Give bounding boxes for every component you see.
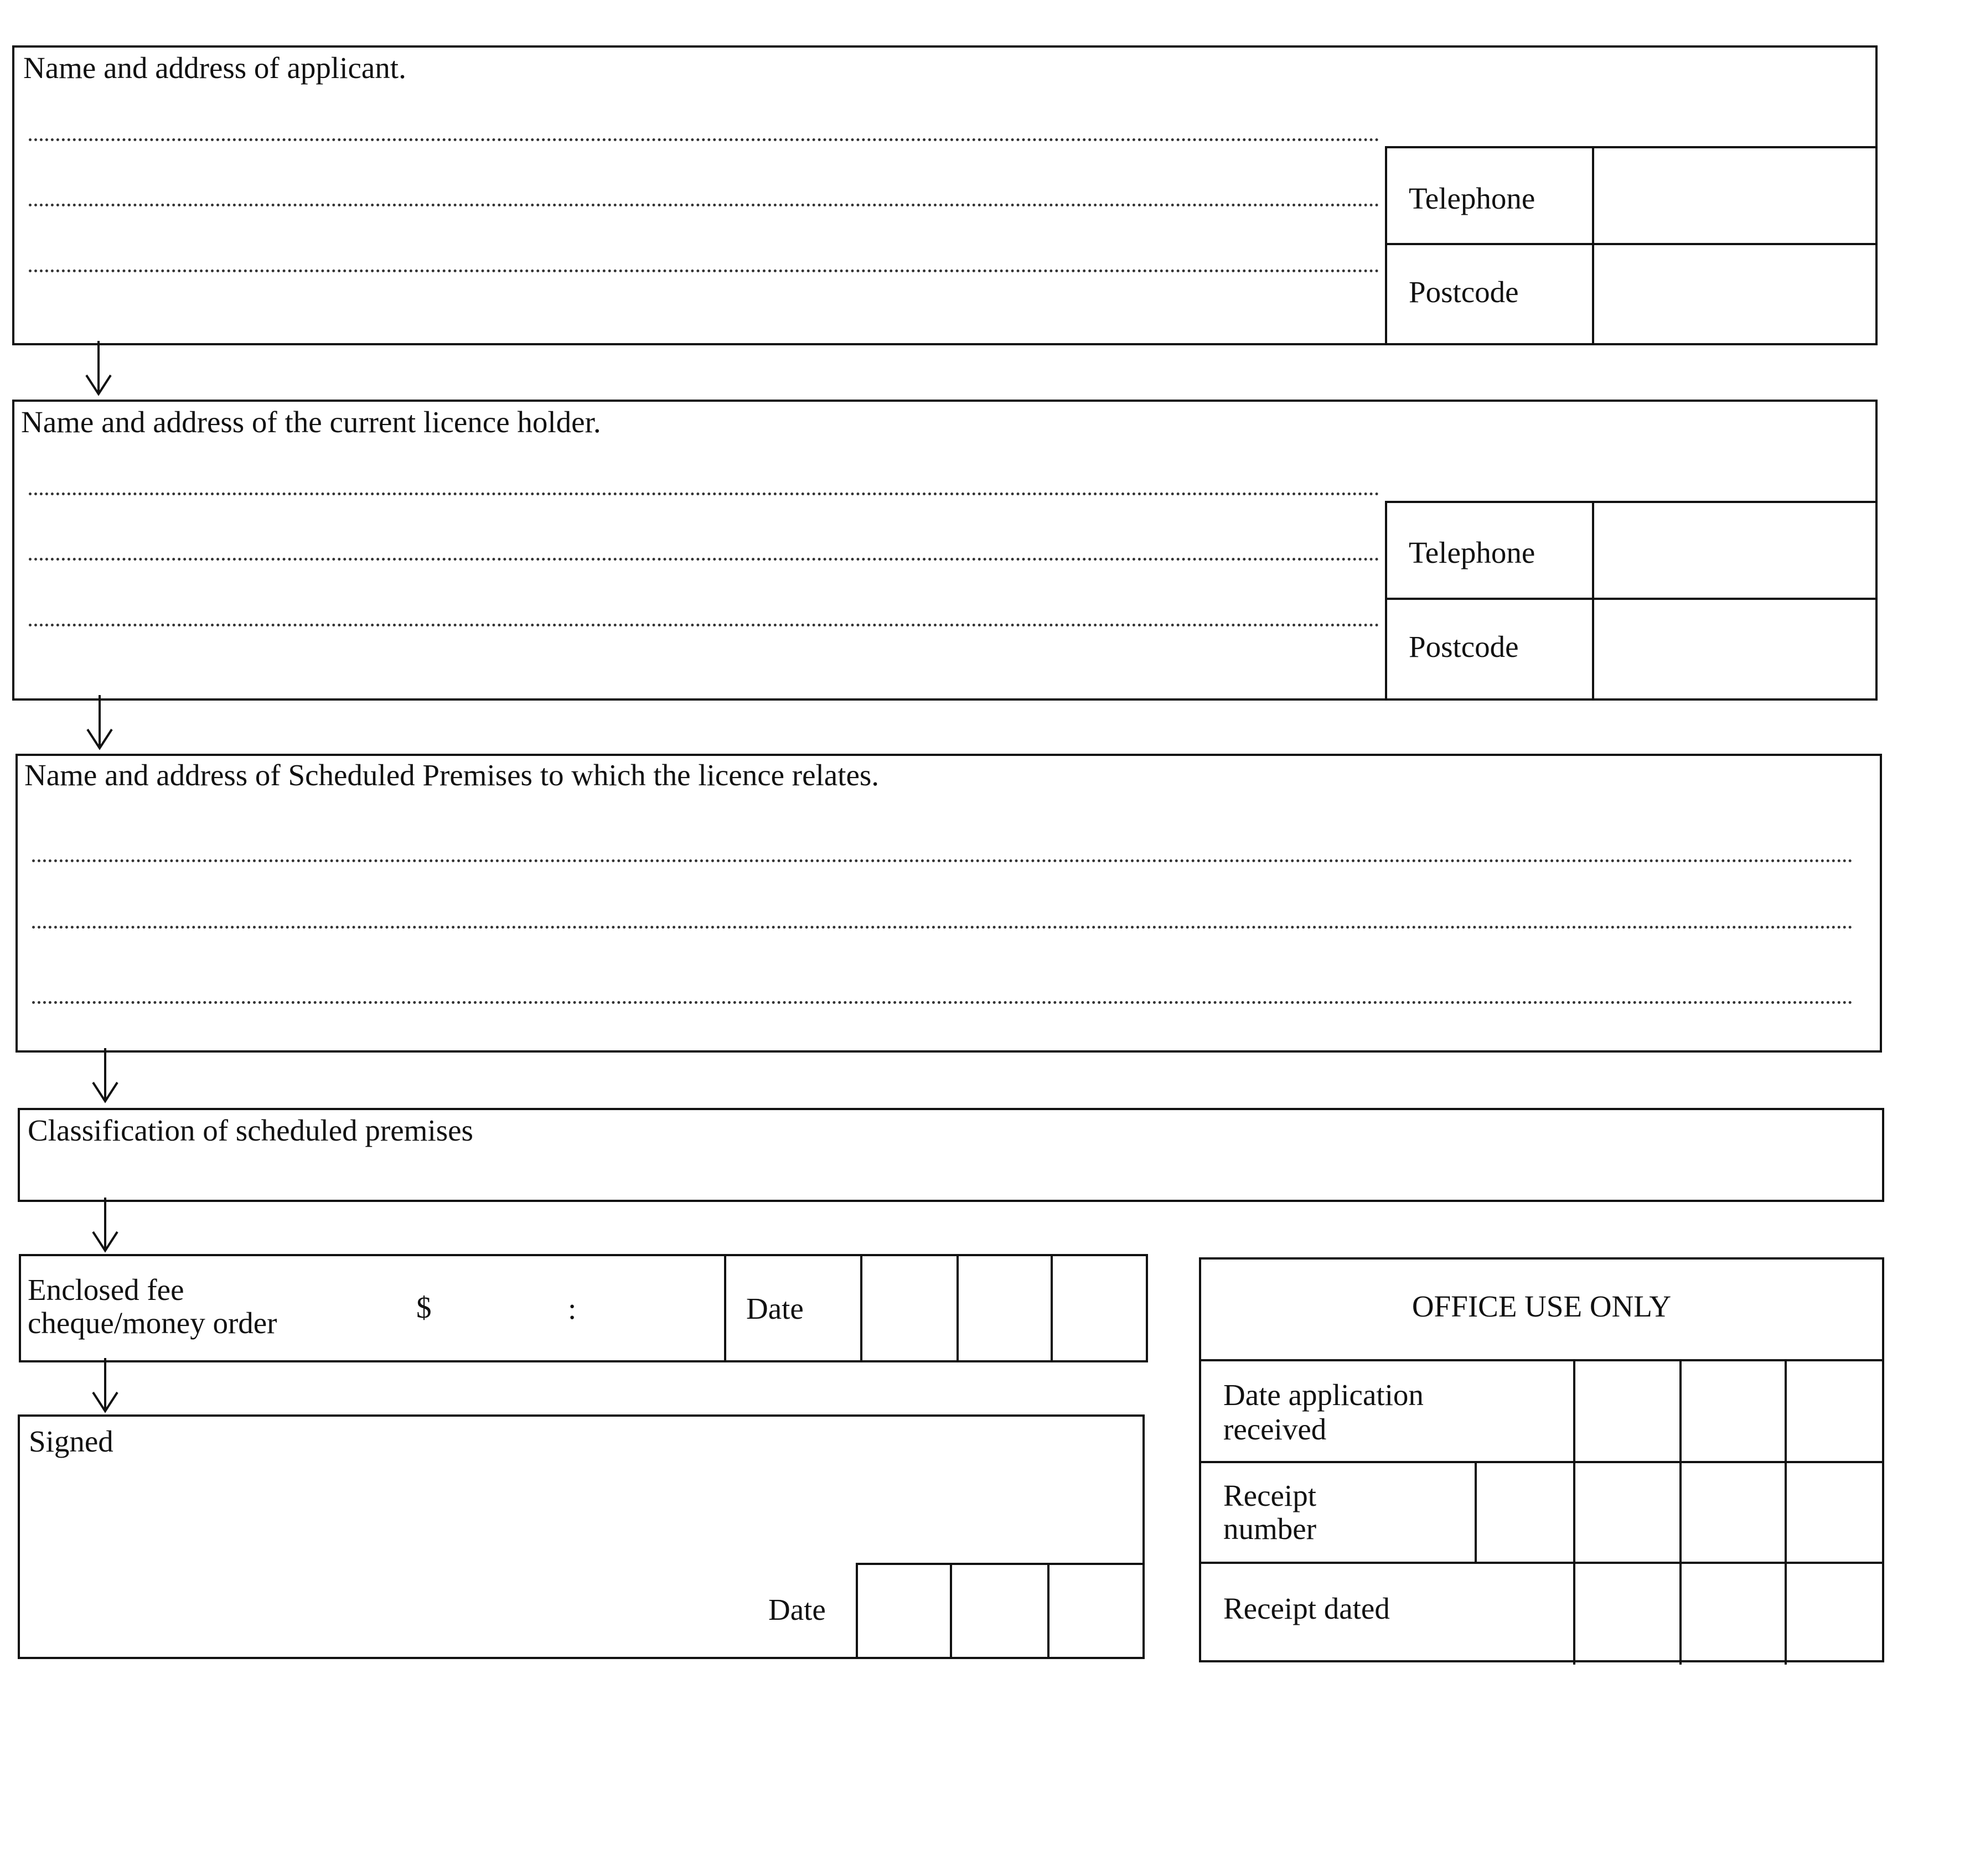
holder-contact-col <box>1592 501 1594 699</box>
flow-arrow-down-icon <box>83 695 116 750</box>
premises-address-line-2[interactable] <box>32 926 1853 929</box>
premises-address-line-3[interactable] <box>32 1001 1853 1004</box>
signed-label: Signed <box>29 1424 113 1458</box>
signature-field[interactable] <box>29 1466 1125 1561</box>
fee-label-line2: cheque/money order <box>28 1306 277 1340</box>
holder-telephone-field[interactable] <box>1602 536 1868 570</box>
classification-title: Classification of scheduled premises <box>28 1113 473 1147</box>
holder-postcode-field[interactable] <box>1602 630 1868 664</box>
signed-date-day-cell[interactable] <box>856 1564 951 1658</box>
applicant-address-line-1[interactable] <box>29 138 1379 141</box>
signed-date-year-cell[interactable] <box>1047 1564 1144 1658</box>
applicant-telephone-label: Telephone <box>1409 182 1535 215</box>
office-date-received-month-cell[interactable] <box>1679 1360 1786 1665</box>
flow-arrow-down-icon <box>89 1048 122 1103</box>
premises-title: Name and address of Scheduled Premises to which the licence relates. <box>24 758 880 792</box>
applicant-address-line-2[interactable] <box>29 204 1379 206</box>
holder-postcode-label: Postcode <box>1409 630 1519 664</box>
office-use-header: OFFICE USE ONLY <box>1412 1289 1672 1323</box>
office-receipt-dated-label: Receipt dated <box>1223 1592 1390 1625</box>
premises-address-line-1[interactable] <box>32 859 1853 862</box>
holder-contact-mid <box>1385 598 1876 600</box>
signed-date-month-cell[interactable] <box>950 1564 1048 1658</box>
applicant-postcode-field[interactable] <box>1602 275 1868 309</box>
applicant-section <box>12 45 1878 345</box>
office-receipt-number-label-1: Receipt <box>1223 1479 1316 1512</box>
office-receipt-number-label-2: number <box>1223 1512 1317 1546</box>
fee-currency-symbol: $ <box>416 1291 432 1324</box>
holder-telephone-label: Telephone <box>1409 536 1535 569</box>
office-date-received-day-cell[interactable] <box>1573 1360 1681 1665</box>
fee-amount-field[interactable] <box>437 1273 714 1345</box>
holder-address-line-1[interactable] <box>29 493 1379 495</box>
fee-date-year-cell[interactable] <box>1051 1254 1146 1361</box>
applicant-contact-mid <box>1385 243 1876 245</box>
fee-amount-separator: : <box>568 1292 577 1325</box>
applicant-address-line-3[interactable] <box>29 270 1379 272</box>
fee-label-line1: Enclosed fee <box>28 1273 184 1307</box>
holder-contact-top <box>1385 501 1876 503</box>
applicant-title: Name and address of applicant. <box>23 51 406 85</box>
fee-date-divider <box>724 1254 726 1361</box>
premises-section <box>15 754 1882 1053</box>
fee-date-month-cell[interactable] <box>957 1254 1052 1361</box>
applicant-contact-col <box>1592 146 1594 344</box>
applicant-postcode-label: Postcode <box>1409 275 1519 309</box>
flow-arrow-down-icon <box>89 1198 122 1253</box>
flow-arrow-down-icon <box>89 1358 122 1413</box>
applicant-contact-top <box>1385 146 1876 148</box>
applicant-contact-divider <box>1385 146 1387 344</box>
office-receipt-number-extra-col <box>1475 1461 1477 1563</box>
holder-section <box>12 400 1878 701</box>
holder-title: Name and address of the current licence holder. <box>21 405 601 439</box>
fee-date-day-cell[interactable] <box>860 1254 958 1361</box>
holder-contact-divider <box>1385 501 1387 699</box>
flow-arrow-down-icon <box>82 341 115 396</box>
holder-address-line-3[interactable] <box>29 624 1379 626</box>
office-date-received-label-2: received <box>1223 1412 1327 1446</box>
office-date-received-label-1: Date application <box>1223 1378 1424 1412</box>
fee-date-label: Date <box>746 1292 804 1325</box>
applicant-telephone-field[interactable] <box>1602 182 1868 216</box>
holder-address-line-2[interactable] <box>29 558 1379 561</box>
office-date-received-year-cell[interactable] <box>1785 1360 1882 1665</box>
signed-date-label: Date <box>768 1593 826 1626</box>
